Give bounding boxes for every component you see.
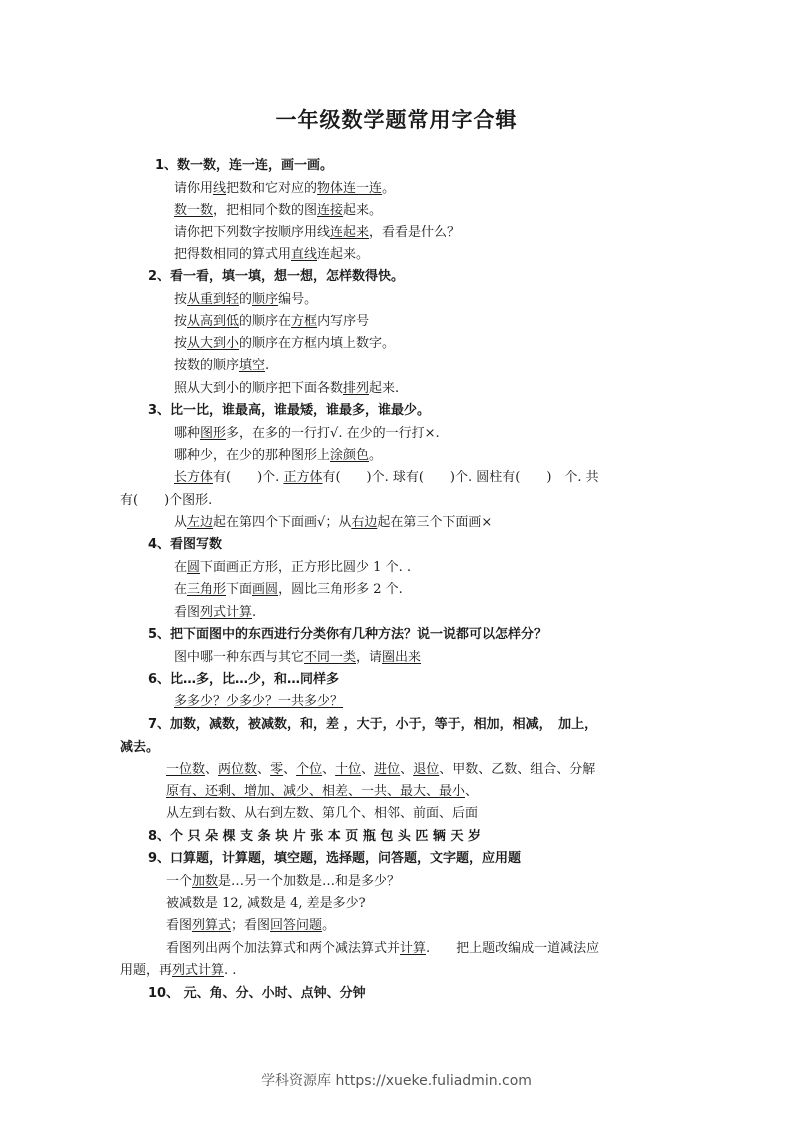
body-line bbox=[174, 447, 382, 465]
body-line bbox=[120, 962, 236, 980]
underlined-term: 涂颜色 bbox=[330, 448, 370, 463]
underlined-term: 列式计算 bbox=[172, 963, 225, 978]
underlined-term: 长方体 bbox=[174, 470, 214, 485]
text-run: ，圆比三角形多 2 个. bbox=[278, 582, 403, 597]
underlined-term: 左边 bbox=[187, 515, 214, 530]
text-run: 、 bbox=[361, 762, 375, 777]
underlined-term: 正方体 bbox=[283, 470, 323, 485]
text-run: ；看图 bbox=[231, 918, 271, 933]
text-run: 有( )个图形. bbox=[120, 493, 213, 508]
text-run: 被减数是 12, 减数是 4, 差是多少? bbox=[166, 896, 366, 911]
text-run: 看图列出两个加法算式和两个减法算式并 bbox=[166, 941, 401, 956]
body-line bbox=[174, 469, 599, 487]
footer-watermark: 学科资源库 https://xueke.fuliadmin.com bbox=[261, 1073, 532, 1089]
body-line bbox=[120, 739, 159, 757]
text-run: 起在第四个下面画√；从 bbox=[213, 515, 352, 530]
underlined-term: 两位数 bbox=[218, 762, 258, 777]
text-run: 内写序号 bbox=[317, 314, 370, 329]
text-run: 、 bbox=[400, 762, 414, 777]
text-run: 用题，再 bbox=[120, 963, 173, 978]
underlined-term: 顺序 bbox=[252, 292, 279, 307]
body-line bbox=[174, 357, 269, 375]
body-line bbox=[166, 940, 599, 958]
text-run: 在 bbox=[174, 582, 188, 597]
underlined-term: 回答问题 bbox=[270, 918, 323, 933]
body-line bbox=[166, 895, 366, 913]
underlined-term: 零 bbox=[270, 762, 284, 777]
text-run: 、 bbox=[322, 762, 336, 777]
text-run: 从 bbox=[174, 515, 188, 530]
underlined-term: 填空 bbox=[239, 358, 266, 373]
text-run: 、 bbox=[465, 784, 479, 799]
underlined-term: 退位 bbox=[413, 762, 440, 777]
body-line bbox=[174, 604, 256, 622]
text-run: 。 bbox=[382, 181, 396, 196]
section-heading: 9、口算题，计算题，填空题，选择题，问答题，文字题，应用题 bbox=[148, 851, 522, 866]
text-run: 请你用 bbox=[174, 181, 214, 196]
text-run: 看图 bbox=[166, 918, 193, 933]
text-run: . 把上题改编成一道减法应 bbox=[426, 941, 600, 956]
section-heading: 8、个 只 朵 棵 支 条 块 片 张 本 页 瓶 包 头 匹 辆 天 岁 bbox=[148, 829, 481, 844]
body-line bbox=[166, 805, 478, 823]
body-line bbox=[174, 380, 399, 398]
text-run: 把数和它对应的 bbox=[226, 181, 318, 196]
underlined-term: 连接 bbox=[317, 203, 344, 218]
body-line bbox=[174, 224, 460, 242]
text-run: 有( )个. bbox=[213, 470, 284, 485]
underlined-term: 从高到低 bbox=[187, 314, 240, 329]
text-run: 请你把下列数字按顺序用线 bbox=[174, 225, 331, 240]
section-heading: 7、加数，减数，被减数，和，差 ，大于，小于，等于，相加，相减， 加上， bbox=[148, 717, 598, 732]
text-run: 从左到右数、从右到左数、第几个、相邻、前面、后面 bbox=[166, 806, 479, 821]
underlined-term: 列算式 bbox=[192, 918, 232, 933]
underlined-term: 从重到轻 bbox=[187, 292, 240, 307]
text-run: 。 bbox=[369, 448, 383, 463]
text-run: 按 bbox=[174, 292, 188, 307]
section-heading: 6、比…多，比…少，和…同样多 bbox=[148, 672, 340, 687]
underlined-term: 三角形 bbox=[187, 582, 227, 597]
text-run: 连起来。 bbox=[317, 247, 370, 262]
underlined-term: 方框 bbox=[291, 314, 318, 329]
underlined-term: 图形 bbox=[200, 426, 227, 441]
section-heading: 10、 元、角、分、小时、点钟、分钟 bbox=[148, 986, 366, 1001]
underlined-term: 物体连一连 bbox=[317, 181, 383, 196]
body-line bbox=[174, 649, 421, 667]
text-run: . bbox=[252, 605, 257, 620]
underlined-term: 多多少？少多少？一共多少？ bbox=[174, 694, 344, 709]
underlined-term: 进位 bbox=[374, 762, 401, 777]
underlined-term: 十位 bbox=[335, 762, 362, 777]
underlined-term: 原有、还剩、增加、减少、相差、一共、最大、最小 bbox=[166, 784, 466, 799]
text-run: 的顺序在方框内填上数字。 bbox=[239, 336, 396, 351]
body-line bbox=[166, 873, 400, 891]
text-run: 、 bbox=[205, 762, 219, 777]
underlined-term: 右边 bbox=[351, 515, 378, 530]
underlined-term: 排列 bbox=[343, 381, 370, 396]
underlined-term: 从大到小 bbox=[187, 336, 240, 351]
text-run: 起在第三个下面画× bbox=[377, 515, 493, 530]
text-run: 哪种少，在少的那种图形上 bbox=[174, 448, 331, 463]
underlined-term: 圈出来 bbox=[382, 650, 422, 665]
underlined-term: 计算 bbox=[400, 941, 427, 956]
body-line bbox=[174, 693, 343, 711]
body-line bbox=[166, 783, 478, 801]
body-line bbox=[174, 559, 411, 577]
text-run: 下面画正方形，正方形比圆少 1 个. . bbox=[200, 560, 411, 575]
body-line bbox=[174, 291, 317, 309]
text-run: 是…另一个加数是…和是多少？ bbox=[218, 874, 401, 889]
text-run: 起来。 bbox=[343, 203, 383, 218]
text-run: 、 bbox=[283, 762, 297, 777]
text-run: 、 bbox=[257, 762, 271, 777]
text-run: 编号。 bbox=[278, 292, 318, 307]
text-run: 按 bbox=[174, 314, 188, 329]
text-run: 的顺序在 bbox=[239, 314, 292, 329]
body-line bbox=[174, 335, 395, 353]
section-heading: 4、看图写数 bbox=[148, 537, 223, 552]
text-run: ，看看是什么？ bbox=[369, 225, 461, 240]
underlined-term: 画圆 bbox=[252, 582, 279, 597]
body-line bbox=[120, 492, 212, 510]
text-run: 。 bbox=[322, 918, 336, 933]
body-line bbox=[174, 313, 369, 331]
text-run: 照从大到小的顺序把下面各数 bbox=[174, 381, 344, 396]
underlined-term: 一位数 bbox=[166, 762, 206, 777]
underlined-term: 连起来 bbox=[330, 225, 370, 240]
text-run: 起来. bbox=[369, 381, 400, 396]
text-run: ，把相同个数的图 bbox=[213, 203, 318, 218]
text-run: 看图 bbox=[174, 605, 201, 620]
underlined-term: 加数 bbox=[192, 874, 219, 889]
text-run: 把得数相同的算式用 bbox=[174, 247, 292, 262]
bold-run: 减去。 bbox=[120, 740, 160, 755]
body-line bbox=[174, 581, 403, 599]
text-run: 一个 bbox=[166, 874, 193, 889]
section-heading: 2、看一看，填一填，想一想，怎样数得快。 bbox=[148, 269, 405, 284]
section-heading: 5、把下面图中的东西进行分类你有几种方法？说一说都可以怎样分？ bbox=[148, 627, 548, 642]
text-run: ，请 bbox=[356, 650, 383, 665]
body-line bbox=[174, 425, 440, 443]
text-run: . . bbox=[224, 963, 237, 978]
text-run: . bbox=[265, 358, 270, 373]
underlined-term: 线 bbox=[213, 181, 227, 196]
text-run: 下面 bbox=[226, 582, 253, 597]
text-run: 有( )个. 球有( )个. 圆柱有( ) 个. 共 bbox=[322, 470, 599, 485]
text-run: 哪种 bbox=[174, 426, 201, 441]
text-run: 按 bbox=[174, 336, 188, 351]
underlined-term: 直线 bbox=[291, 247, 318, 262]
underlined-term: 不同一类 bbox=[304, 650, 357, 665]
section-heading: 1、数一数，连一连，画一画。 bbox=[155, 158, 334, 173]
underlined-term: 个位 bbox=[296, 762, 323, 777]
body-line bbox=[174, 246, 369, 264]
underlined-term: 数一数 bbox=[174, 203, 214, 218]
text-run: 图中哪一种东西与其它 bbox=[174, 650, 305, 665]
body-line bbox=[166, 917, 335, 935]
body-line bbox=[166, 761, 595, 779]
text-run: 、甲数、乙数、组合、分解 bbox=[439, 762, 596, 777]
body-line bbox=[174, 180, 395, 198]
text-run: 在 bbox=[174, 560, 188, 575]
text-run: 按数的顺序 bbox=[174, 358, 240, 373]
page-title: 一年级数学题常用字合辑 bbox=[275, 108, 518, 132]
underlined-term: 圆 bbox=[187, 560, 201, 575]
text-run: 多，在多的一行打√. 在少的一行打×. bbox=[226, 426, 440, 441]
body-line bbox=[174, 202, 382, 220]
text-run: 的 bbox=[239, 292, 253, 307]
section-heading: 3、比一比，谁最高，谁最矮，谁最多，谁最少。 bbox=[148, 403, 431, 418]
body-line bbox=[174, 514, 492, 532]
underlined-term: 列式计算 bbox=[200, 605, 253, 620]
